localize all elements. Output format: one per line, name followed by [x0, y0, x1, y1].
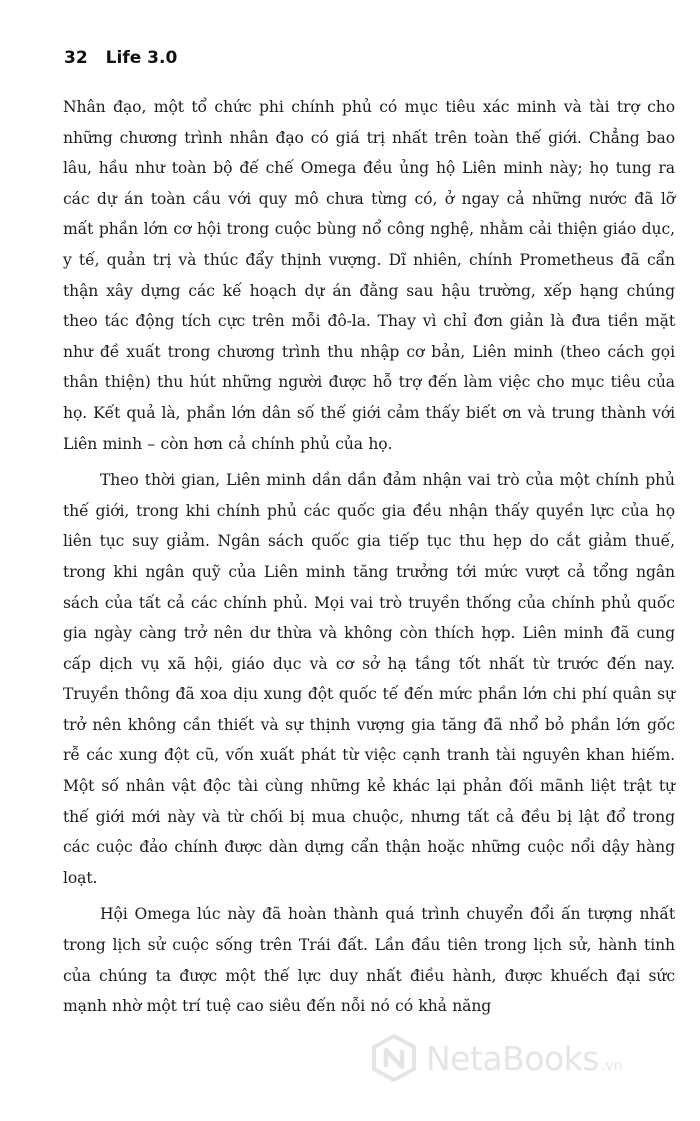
watermark-brand: NetaBooks [426, 1038, 599, 1078]
paragraph-2: Theo thời gian, Liên minh dần dần đảm nhận vai trò của một chính phủ thế giới, trong khi chính phủ các quốc gia đều nhận thấy quyền lực của họ liên tục suy giảm. Ngân sách quốc gia tiếp tục thu hẹp do cắt giảm thuế, trong khi ngân quỹ của Liên minh tăng trưởng tới mức vượt cả tổng ngân sách của tất cả các chính phủ. Mọi vai trò truyền thống của chính phủ quốc gia ngày càng trở nên dư thừa và không còn thích hợp. Liên minh đã cung cấp dịch vụ xã hội, giáo dục và cơ sở hạ tầng tốt nhất từ trước đến nay. Truyền thông đã xoa dịu xung đột quốc tế đến mức phần lớn chi phí quân sự trở nên không cần thiết và sự thịnh vượng gia tăng đã nhổ bỏ phần lớn gốc rễ các xung đột cũ, vốn xuất phát từ việc cạnh tranh tài nguyên khan hiếm. Một số nhân vật độc tài cùng những kẻ khác lại phản đối mãnh liệt trật tự thế giới mới này và từ chối bị mua chuộc, nhưng tất cả đều bị lật đổ trong các cuộc đảo chính được dàn dựng cẩn thận hoặc những cuộc nổi dậy hàng loạt. [63, 471, 675, 887]
netabooks-logo-icon [370, 1034, 418, 1082]
watermark [370, 1034, 623, 1082]
paragraph-3: Hội Omega lúc này đã hoàn thành quá trình chuyển đổi ấn tượng nhất trong lịch sử cuộc sống trên Trái đất. Lần đầu tiên trong lịch sử, hành tinh của chúng ta được một thế lực duy nhất điều hành, được khuếch đại sức mạnh nhờ một trí tuệ cao siêu đến nỗi nó có khả năng [63, 905, 675, 1016]
page-number: 32 [64, 48, 88, 68]
watermark-suffix: .vn [600, 1058, 623, 1074]
body-text [63, 92, 675, 1028]
book-title: Life 3.0 [105, 48, 178, 68]
running-header [64, 48, 177, 68]
paragraph-1: Nhân đạo, một tổ chức phi chính phủ có mục tiêu xác minh và tài trợ cho những chương trình nhân đạo có giá trị nhất trên toàn thế giới. Chẳng bao lâu, hầu như toàn bộ đế chế Omega đều ủng hộ Liên minh này; họ tung ra các dự án toàn cầu với quy mô chưa từng có, ở ngay cả những nước đã lỡ mất phần lớn cơ hội trong cuộc bùng nổ công nghệ, nhằm cải thiện giáo dục, y tế, quản trị và thúc đẩy thịnh vượng. Dĩ nhiên, chính Prometheus đã cẩn thận xây dựng các kế hoạch dự án đằng sau hậu trường, xếp hạng chúng theo tác động tích cực trên mỗi đô-la. Thay vì chỉ đơn giản là đưa tiền mặt như đề xuất trong chương trình thu nhập cơ bản, Liên minh (theo cách gọi thân thiện) thu hút những người được hỗ trợ đến làm việc cho mục tiêu của họ. Kết quả là, phần lớn dân số thế giới cảm thấy biết ơn và trung thành với Liên minh – còn hơn cả chính phủ của họ. [63, 98, 675, 453]
